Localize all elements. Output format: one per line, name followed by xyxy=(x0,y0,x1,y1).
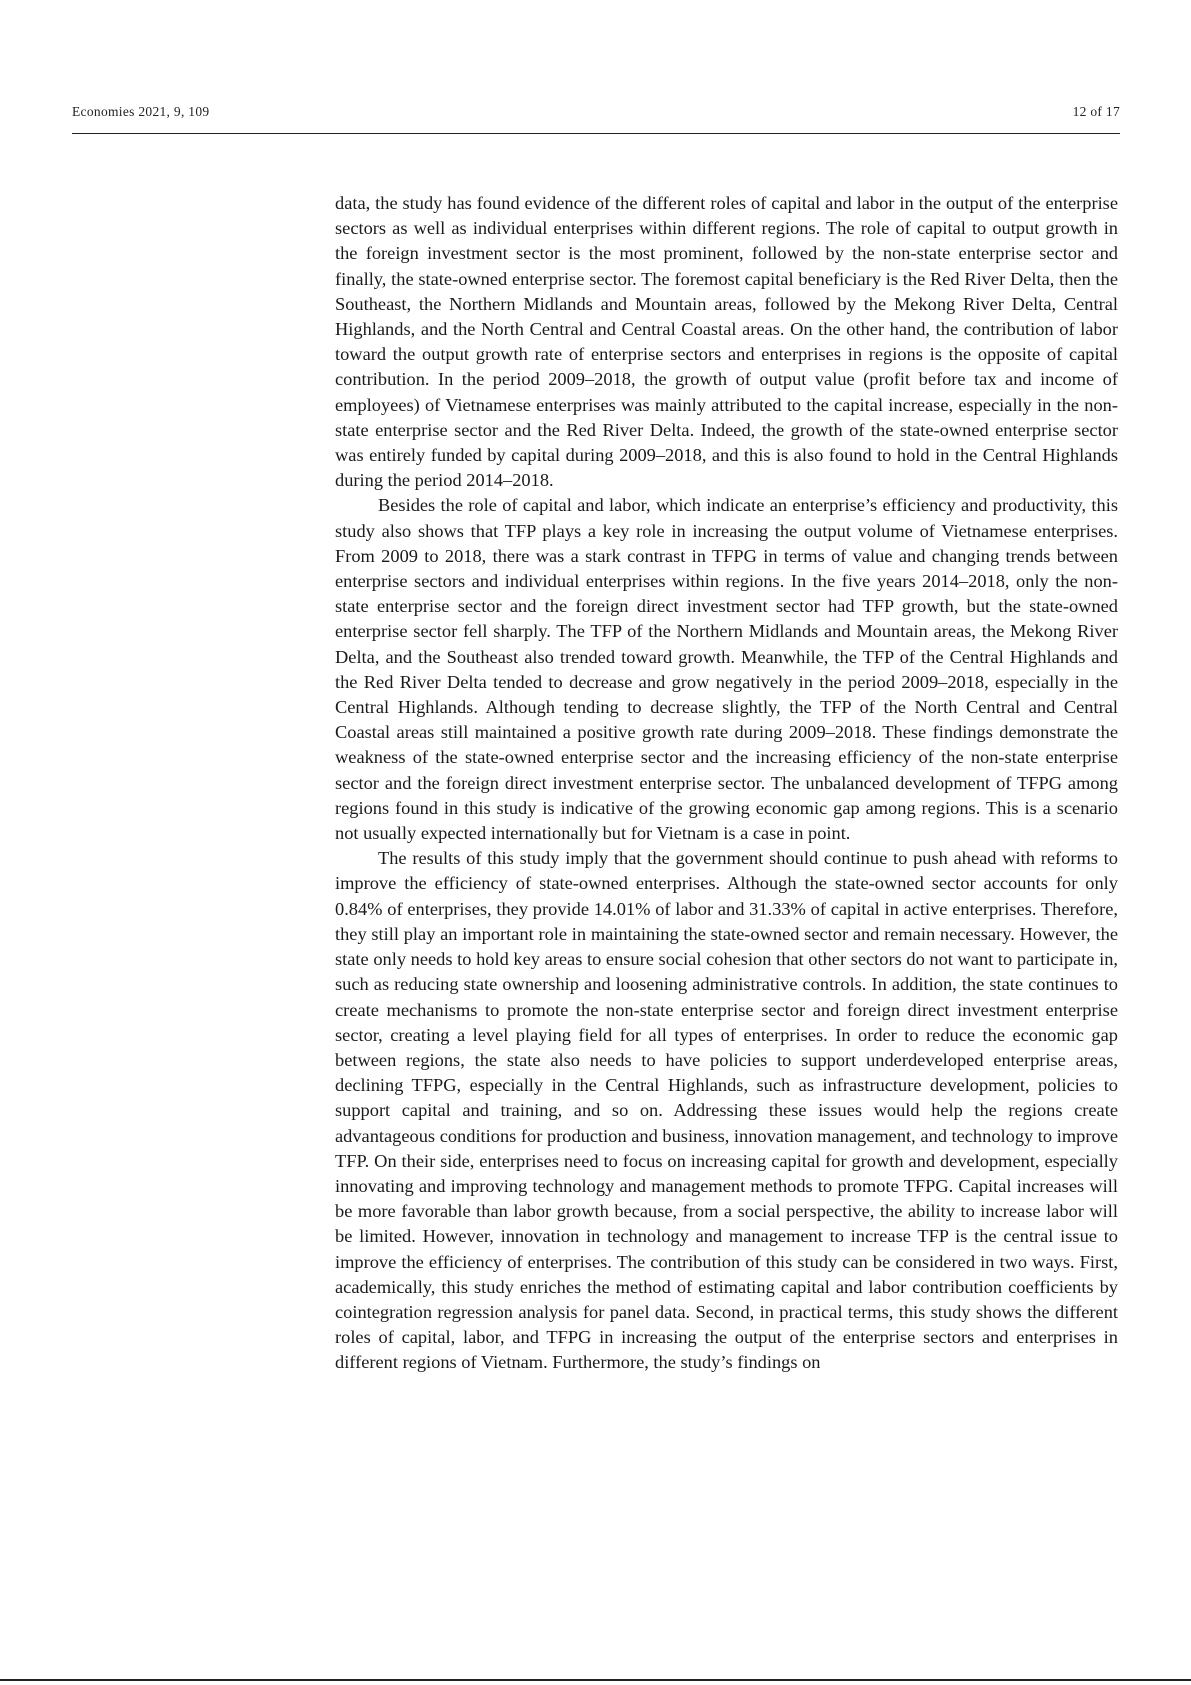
body-text xyxy=(335,191,1118,1376)
journal-citation: Economies 2021, 9, 109 xyxy=(72,104,210,119)
paragraph-2: Besides the role of capital and labor, which indicate an enterprise’s efficiency and productivity, this study also shows that TFP plays a key role in increasing the output volume of Vietnamese enterprises. From 2009 to 2018, there was a stark contrast in TFPG in terms of value and changing trends between enterprise sectors and individual enterprises within regions. In the five years 2014–2018, only the non-state enterprise sector and the foreign direct investment sector had TFP growth, but the state-owned enterprise sector fell sharply. The TFP of the Northern Midlands and Mountain areas, the Mekong River Delta, and the Southeast also trended toward growth. Meanwhile, the TFP of the Central Highlands and the Red River Delta tended to decrease and grow negatively in the period 2009–2018, especially in the Central Highlands. Although tending to decrease slightly, the TFP of the North Central and Central Coastal areas still maintained a positive growth rate during 2009–2018. These findings demonstrate the weakness of the state-owned enterprise sector and the increasing efficiency of the non-state enterprise sector and the foreign direct investment enterprise sector. The unbalanced development of TFPG among regions found in this study is indicative of the growing economic gap among regions. This is a scenario not usually expected internationally but for Vietnam is a case in point. xyxy=(335,495,1118,844)
footer-rule xyxy=(0,1679,1191,1681)
header-rule xyxy=(72,133,1120,134)
page-number: 12 of 17 xyxy=(1072,104,1120,119)
paragraph-3: The results of this study imply that the government should continue to push ahead with reforms to improve the efficiency of state-owned enterprises. Although the state-owned sector accounts for only 0.84% of enterprises, they provide 14.01% of labor and 31.33% of capital in active enterprises. Therefore, they still play an important role in maintaining the state-owned sector and remain necessary. However, the state only needs to hold key areas to ensure social cohesion that other sectors do not want to participate in, such as reducing state ownership and loosening administrative controls. In addition, the state continues to create mechanisms to promote the non-state enterprise sector and foreign direct investment enterprise sector, creating a level playing field for all types of enterprises. In order to reduce the economic gap between regions, the state also needs to have policies to support underdeveloped enterprise areas, declining TFPG, especially in the Central Highlands, such as infrastructure development, policies to support capital and training, and so on. Addressing these issues would help the regions create advantageous conditions for production and business, innovation management, and technology to improve TFP. On their side, enterprises need to focus on increasing capital for growth and development, especially innovating and improving technology and management methods to promote TFPG. Capital increases will be more favorable than labor growth because, from a social perspective, the ability to increase labor will be limited. However, innovation in technology and management to increase TFP is the central issue to improve the efficiency of enterprises. The contribution of this study can be considered in two ways. First, academically, this study enriches the method of estimating capital and labor contribution coefficients by cointegration regression analysis for panel data. Second, in practical terms, this study shows the different roles of capital, labor, and TFPG in increasing the output of the enterprise sectors and enterprises in different regions of Vietnam. Furthermore, the study’s findings on xyxy=(335,848,1118,1373)
paragraph-1: data, the study has found evidence of the different roles of capital and labor in the output of the enterprise sectors as well as individual enterprises within different regions. The role of capital to output growth in the foreign investment sector is the most prominent, followed by the non-state enterprise sector and finally, the state-owned enterprise sector. The foremost capital beneficiary is the Red River Delta, then the Southeast, the Northern Midlands and Mountain areas, followed by the Mekong River Delta, Central Highlands, and the North Central and Central Coastal areas. On the other hand, the contribution of labor toward the output growth rate of enterprise sectors and enterprises in regions is the opposite of capital contribution. In the period 2009–2018, the growth of output value (profit before tax and income of employees) of Vietnamese enterprises was mainly attributed to the capital increase, especially in the non-state enterprise sector and the Red River Delta. Indeed, the growth of the state-owned enterprise sector was entirely funded by capital during 2009–2018, and this is also found to hold in the Central Highlands during the period 2014–2018. xyxy=(335,193,1118,491)
